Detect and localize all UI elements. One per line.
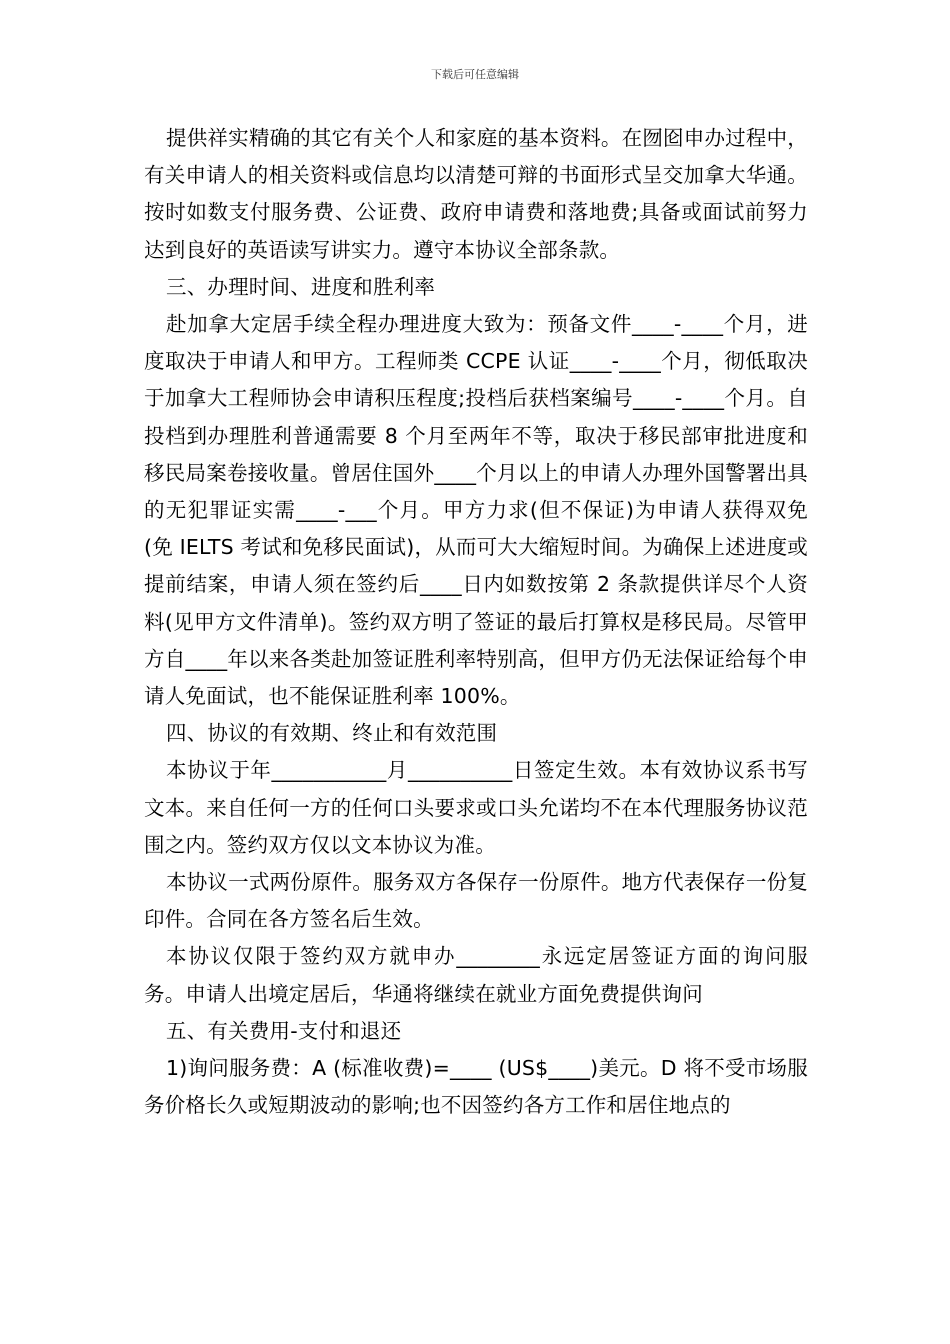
paragraph-processing-time: 赴加拿大定居手续全程办理进度大致为：预备文件____-____个月，进度取决于申请人和甲方。工程师类 CCPE 认证____-____个月，彻低取决于加拿大工程师协会申请积压程度;投档后获档案编号____-____个月。自投档到办理胜利普通需要 8 个月至两年不等，取决于移民部审批进度和移民局案卷接收量。曾居住国外____个月以上的申请人办理外国警署出具的无犯罪证实需____-___个月。甲方力求(但不保证)为申请人获得双免(免 IELTS 考试和免移民面试)，从而可大大缩短时间。为确保上述进度或提前结案，申请人须在签约后____日内如数按第 2 条款提供详尽个人资料(见甲方文件清单)。签约双方明了签证的最后打算权是移民局。尽管甲方自____年以来各类赴加签证胜利率特别高，但甲方仍无法保证给每个申请人免面试，也不能保证胜利率 100%。: [144, 312, 808, 709]
section-heading-5: 五、有关费用-支付和退还: [166, 1018, 402, 1043]
paragraph-applicant-duties: 提供祥实精确的其它有关个人和家庭的基本资料。在囫囵申办过程中，有关申请人的相关资料或信息均以清楚可辩的书面形式呈交加拿大华通。按时如数支付服务费、公证费、政府申请费和落地费;具备或面试前努力达到良好的英语读写讲实力。遵守本协议全部条款。: [144, 126, 808, 262]
paragraph-effective-date: 本协议于年___________月__________日签定生效。本有效协议系书写文本。来自任何一方的任何口头要求或口头允诺均不在本代理服务协议范围之内。签约双方仅以文本协议为准。: [144, 758, 808, 857]
paragraph-service-fee: 1)询问服务费：A (标准收费)=____ (US$____)美元。D 将不受市场服务价格长久或短期波动的影响;也不因签约各方工作和居住地点的: [144, 1056, 808, 1118]
section-heading-3: 三、办理时间、进度和胜利率: [166, 274, 436, 299]
paragraph-scope: 本协议仅限于签约双方就申办________永远定居签证方面的询问服务。申请人出境定居后，华通将继续在就业方面免费提供询问: [144, 944, 808, 1006]
page-header: 下载后可任意编辑: [431, 68, 519, 81]
document-body: [144, 120, 808, 1124]
section-heading-4: 四、协议的有效期、终止和有效范围: [166, 721, 498, 746]
paragraph-copies: 本协议一式两份原件。服务双方各保存一份原件。地方代表保存一份复印件。合同在各方签名后生效。: [144, 870, 808, 932]
